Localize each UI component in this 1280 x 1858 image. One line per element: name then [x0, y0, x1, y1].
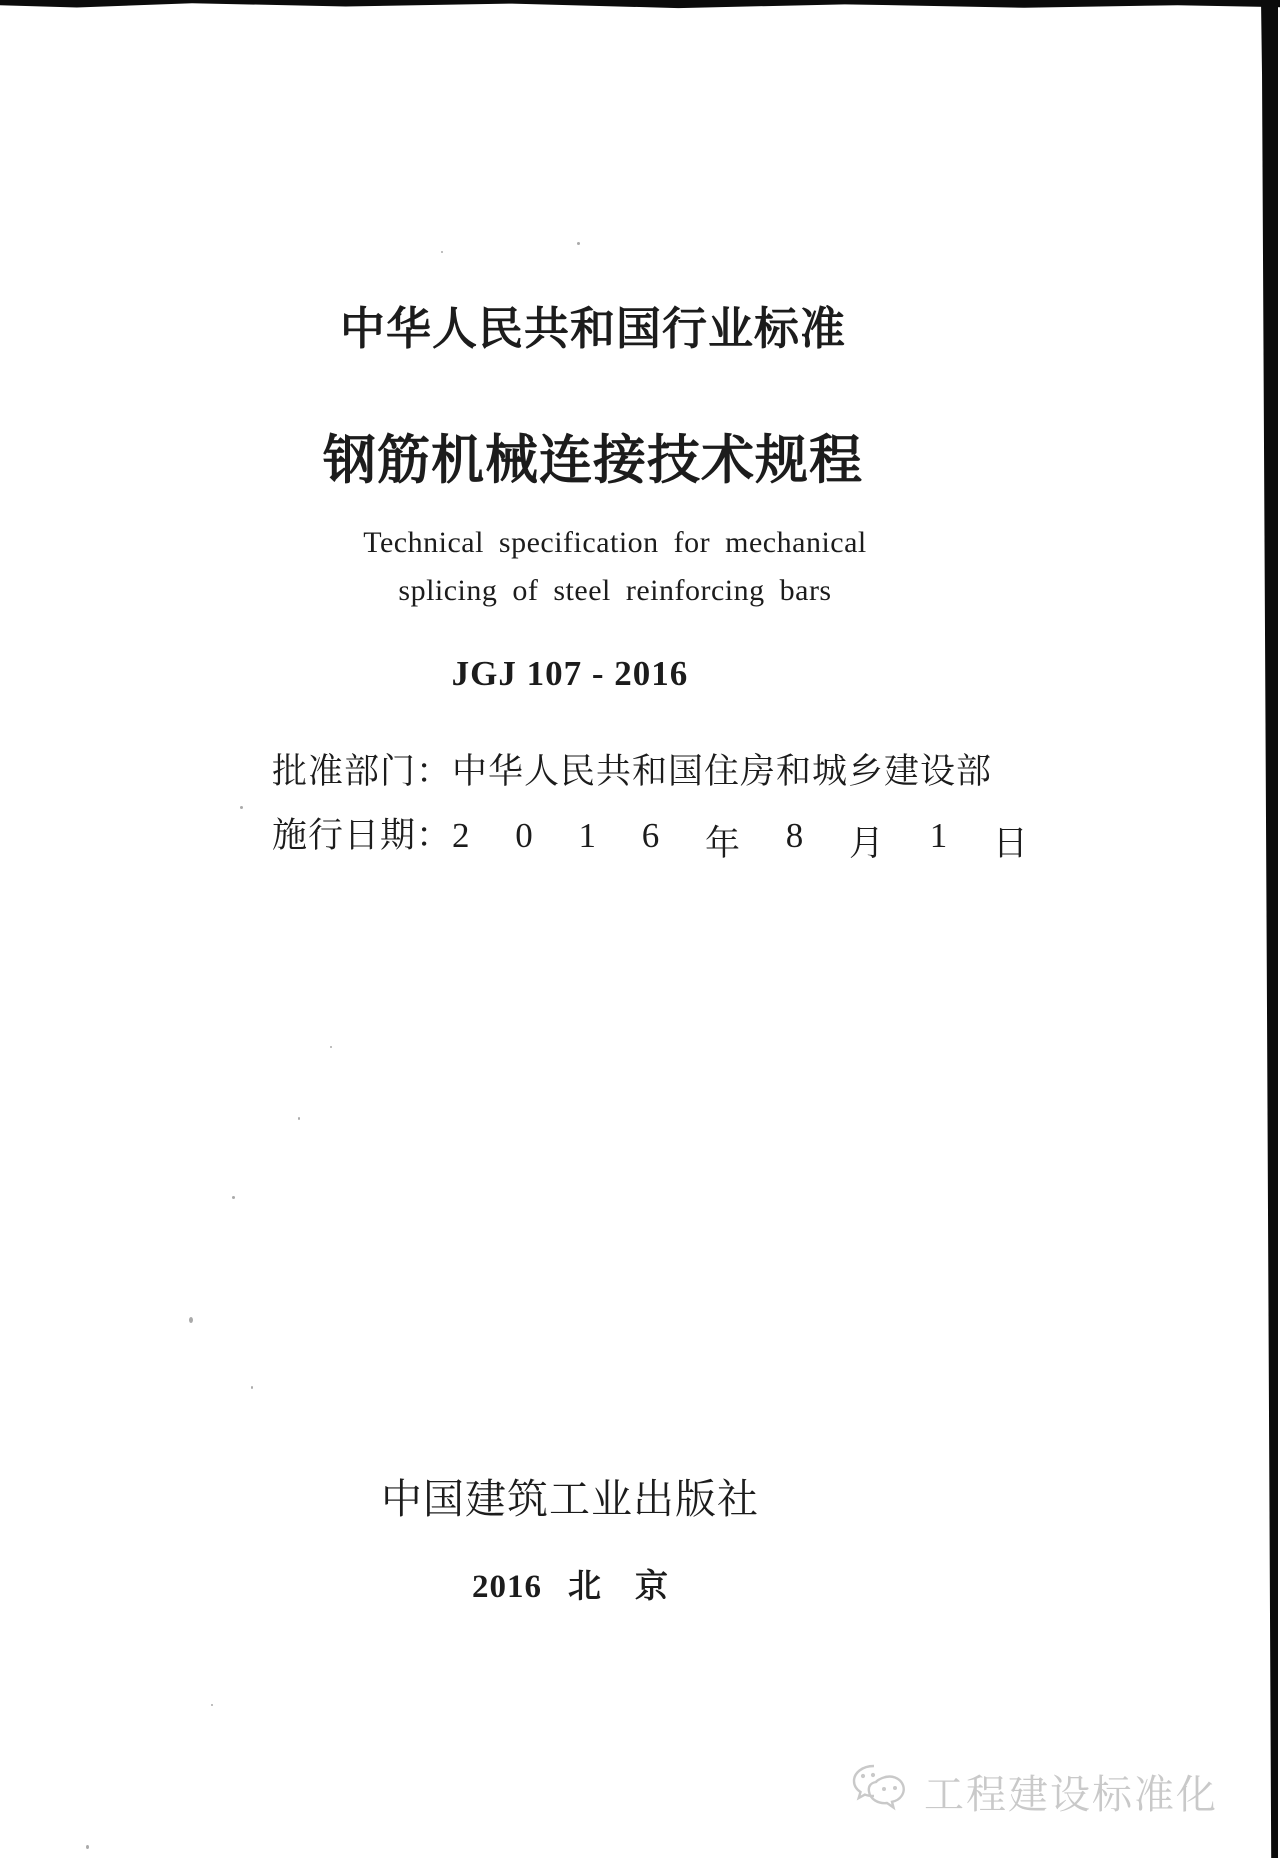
date-token: 1 — [929, 816, 948, 855]
scan-speck — [240, 806, 243, 809]
wechat-icon — [850, 1762, 914, 1820]
approval-department-value: 中华人民共和国住房和城乡建设部 — [452, 752, 993, 791]
scan-artifact-right-edge — [1261, 0, 1278, 1858]
edition-line — [0, 1560, 1163, 1607]
edition-year: 2016 — [472, 1569, 542, 1605]
scan-speck — [577, 242, 580, 245]
edition-city-char2: 京 — [635, 1569, 668, 1605]
scan-speck — [211, 1704, 213, 1706]
scan-speck — [232, 1196, 235, 1199]
scan-speck — [251, 1386, 253, 1389]
approval-department-label: 批准部门： — [272, 752, 453, 791]
date-token: 2 — [452, 816, 470, 855]
scan-speck — [86, 1845, 89, 1849]
approval-block — [272, 744, 1028, 880]
date-token: 日 — [992, 824, 1028, 863]
date-token: 6 — [641, 816, 660, 855]
scan-speck — [441, 251, 443, 253]
date-token: 1 — [578, 816, 596, 855]
scan-artifact-top-edge — [0, 0, 1280, 9]
effective-date-value — [452, 816, 1028, 866]
document-title-english-line2: splicing of steel reinforcing bars — [398, 574, 832, 607]
scan-speck — [330, 1046, 332, 1048]
standard-category: 中华人民共和国行业标准 — [339, 303, 846, 354]
date-token: 年 — [704, 824, 740, 863]
document-title-english-line1: Technical specification for mechanical — [363, 526, 867, 559]
effective-date-row — [272, 808, 1028, 866]
watermark — [850, 1762, 1218, 1820]
standard-code: JGJ 107 - 2016 — [451, 654, 689, 693]
document-title: 钢筋机械连接技术规程 — [323, 432, 863, 490]
date-token: 8 — [785, 816, 804, 855]
date-token: 0 — [515, 816, 533, 855]
edition-city-char1: 北 — [568, 1569, 601, 1605]
date-token: 月 — [848, 824, 884, 863]
publisher-name: 中国建筑工业出版社 — [381, 1476, 759, 1522]
scan-speck — [298, 1117, 300, 1120]
scan-speck — [189, 1317, 193, 1323]
approval-department-row — [272, 744, 1028, 794]
watermark-text: 工程建设标准化 — [924, 1772, 1218, 1817]
effective-date-label: 施行日期： — [272, 816, 453, 855]
